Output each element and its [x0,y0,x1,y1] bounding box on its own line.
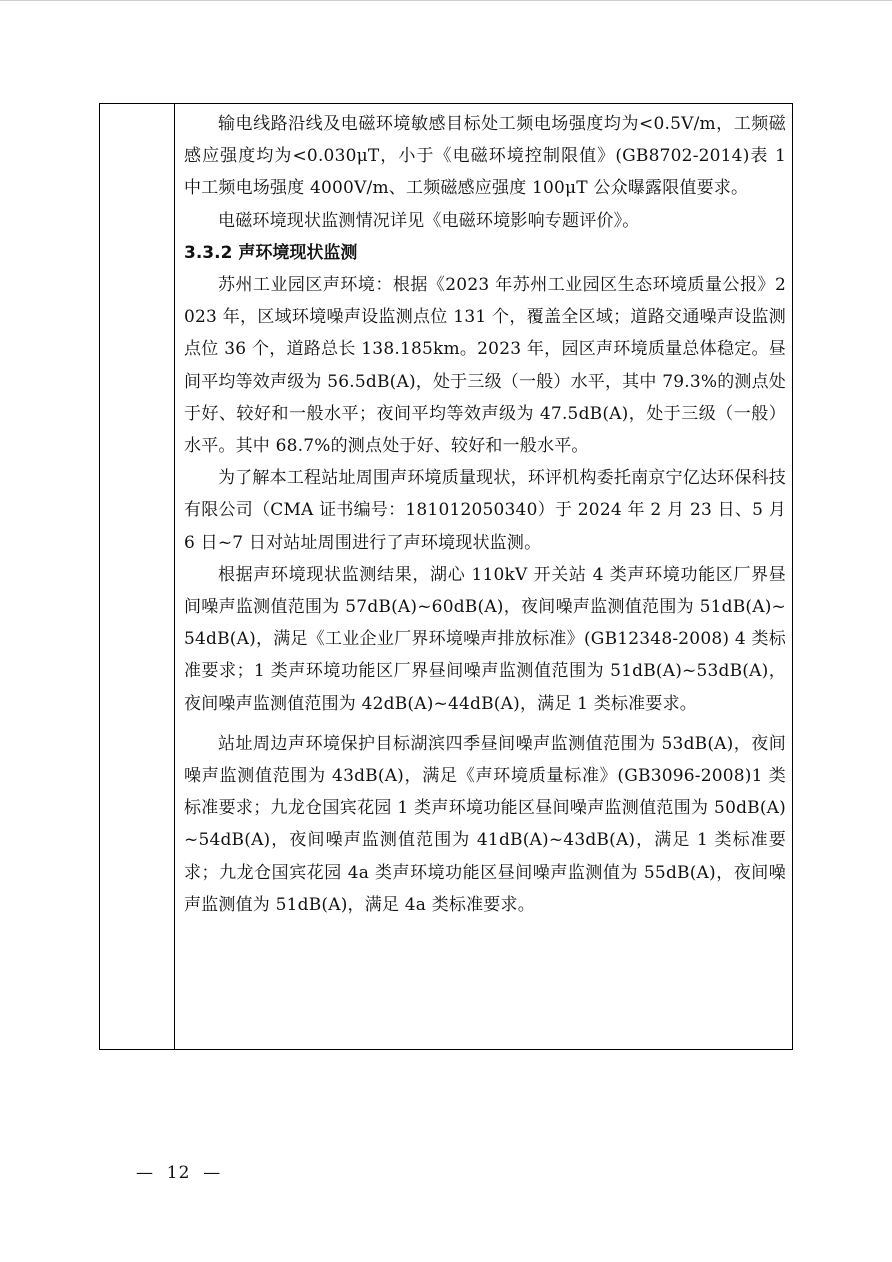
table-left-column [100,104,175,1049]
paragraph-emf-results: 输电线路沿线及电磁环境敏感目标处工频电场强度均为<0.5V/m，工频磁感应强度均为<0.030μT，小于《电磁环境控制限值》(GB8702-2014)表 1 中工频电场强度 4000V/m、工频磁感应强度 100μT 公众曝露限值要求。 [184,114,786,199]
page-number: — 12 — [136,1163,222,1183]
table-content-cell [184,108,786,921]
paragraph-park-acoustic: 苏州工业园区声环境：根据《2023 年苏州工业园区生态环境质量公报》2023 年，区域环境噪声设监测点位 131 个，覆盖全区域；道路交通噪声设监测点位 36 个，道路总长 138.185km。2023 年，园区声环境质量总体稳定。昼间平均等效声级为 56.5dB(A)，处于三级（一般）水平，其中 79.3%的测点处于好、较好和一般水平；夜间平均等效声级为 47.5dB(A)，处于三级（一般）水平。其中 68.7%的测点处于好、较好和一般水平。 [184,275,786,457]
paragraph-station-results: 根据声环境现状监测结果，湖心 110kV 开关站 4 类声环境功能区厂界昼间噪声监测值范围为 57dB(A)~60dB(A)，夜间噪声监测值范围为 51dB(A)~54dB(A)，满足《工业企业厂界环境噪声排放标准》(GB12348-2008) 4 类标准要求；1 类声环境功能区厂界昼间噪声监测值范围为 51dB(A)~53dB(A)，夜间噪声监测值范围为 42dB(A)~44dB(A)，满足 1 类标准要求。 [184,564,786,714]
section-heading: 3.3.2 声环境现状监测 [184,242,358,263]
paragraph-monitoring-agency: 为了解本工程站址周围声环境质量现状，环评机构委托南京宁亿达环保科技有限公司（CMA 证书编号：181012050340）于 2024 年 2 月 23 日、5 月 6 日~7 日对站址周围进行了声环境现状监测。 [184,468,786,553]
content-table [99,103,793,1050]
page-top-rule [0,0,892,1]
paragraph-sensitive-targets: 站址周边声环境保护目标湖滨四季昼间噪声监测值范围为 53dB(A)，夜间噪声监测值范围为 43dB(A)，满足《声环境质量标准》(GB3096-2008)1 类标准要求；九龙仓国宾花园 1 类声环境功能区昼间噪声监测值范围为 50dB(A)~54dB(A)，夜间噪声监测值范围为 41dB(A)~43dB(A)，满足 1 类标准要求；九龙仓国宾花园 4a 类声环境功能区昼间噪声监测值为 55dB(A)，夜间噪声监测值为 51dB(A)，满足 4a 类标准要求。 [184,733,786,915]
paragraph-emf-reference: 电磁环境现状监测情况详见《电磁环境影响专题评价》。 [218,210,640,231]
